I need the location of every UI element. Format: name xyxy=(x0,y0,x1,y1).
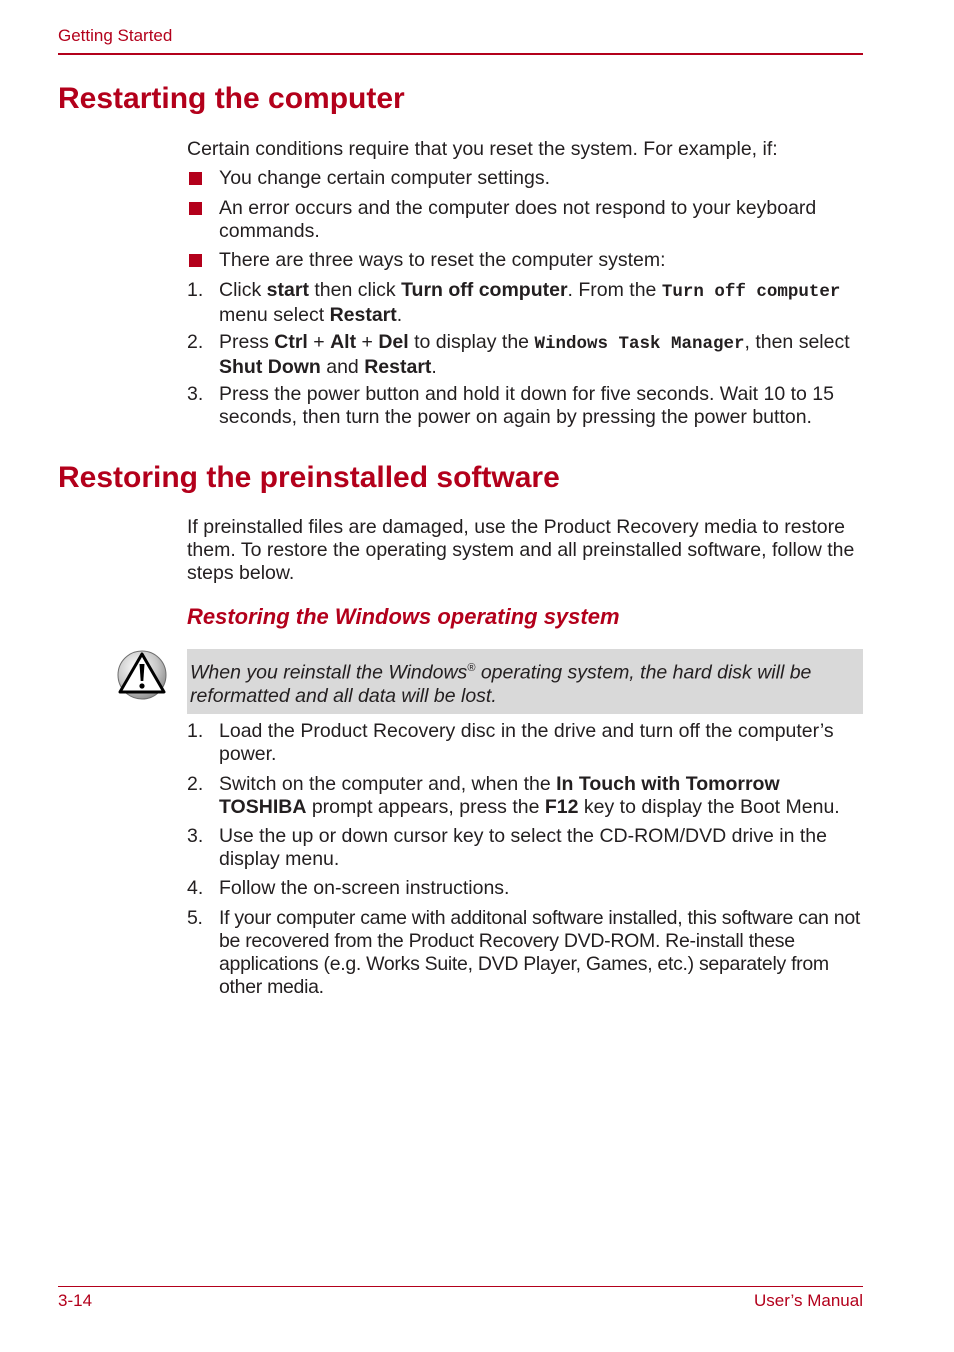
step-number: 2. xyxy=(187,331,204,353)
step-text: Use the up or down cursor key to select the CD-ROM/DVD drive in the display menu. xyxy=(219,825,827,870)
square-bullet-icon xyxy=(189,172,202,185)
restart-step xyxy=(187,383,867,429)
heading-restoring: Restoring the preinstalled software xyxy=(58,461,560,494)
step-text: Switch on the computer and, when the In Touch with Tomorrow TOSHIBA prompt appears, press the F12 key to display the Boot Menu. xyxy=(219,773,840,818)
note-box xyxy=(187,649,863,714)
step-text: Load the Product Recovery disc in the drive and turn off the computer’s power. xyxy=(219,720,834,765)
step-number: 3. xyxy=(187,825,204,847)
restore-step xyxy=(187,720,867,766)
step-text: Press the power button and hold it down for five seconds. Wait 10 to 15 seconds, then turn the power on again by pressing the power button. xyxy=(219,383,834,428)
bullet-item: You change certain computer settings. xyxy=(187,167,867,190)
note-text: When you reinstall the Windows® operating system, the hard disk will be reformatted and all data will be lost. xyxy=(190,661,812,707)
step-text: Follow the on-screen instructions. xyxy=(219,877,510,899)
manual-title: User’s Manual xyxy=(754,1291,863,1310)
step-number: 5. xyxy=(187,907,203,929)
step-number: 2. xyxy=(187,773,204,795)
step-number: 1. xyxy=(187,720,204,742)
restore-step xyxy=(187,825,867,871)
restart-step xyxy=(187,279,867,327)
step-text: Click start then click Turn off computer. From the Turn off computer menu select Restart. xyxy=(219,279,841,326)
bullet-item: There are three ways to reset the computer system: xyxy=(187,249,867,272)
step-text: Press Ctrl + Alt + Del to display the Windows Task Manager, then select Shut Down and Restart. xyxy=(219,331,850,378)
restart-intro: Certain conditions require that you reset the system. For example, if: xyxy=(187,138,778,160)
restart-step xyxy=(187,331,867,379)
square-bullet-icon xyxy=(189,202,202,215)
step-number: 4. xyxy=(187,877,204,899)
restore-step xyxy=(187,877,867,900)
restore-step xyxy=(187,773,867,819)
header-rule xyxy=(58,53,863,55)
subheading-windows: Restoring the Windows operating system xyxy=(187,604,620,629)
footer-rule xyxy=(58,1286,863,1287)
restore-step xyxy=(187,907,867,999)
step-number: 3. xyxy=(187,383,204,405)
square-bullet-icon xyxy=(189,254,202,267)
step-text: If your computer came with additonal software installed, this software can not be recovered from the Product Recovery DVD-ROM. Re-install these applications (e.g. Works Suite, DVD Player, Games, etc.) separately from other media. xyxy=(219,907,861,998)
step-number: 1. xyxy=(187,279,204,301)
bullet-item: An error occurs and the computer does not respond to your keyboard commands. xyxy=(187,197,867,243)
heading-restarting: Restarting the computer xyxy=(58,82,405,115)
page-number: 3-14 xyxy=(58,1291,93,1310)
running-header: Getting Started xyxy=(58,26,173,45)
warning-icon xyxy=(116,648,168,700)
restore-intro: If preinstalled files are damaged, use the Product Recovery media to restore them. To restore the operating system and all preinstalled software, follow the steps below. xyxy=(187,516,855,584)
